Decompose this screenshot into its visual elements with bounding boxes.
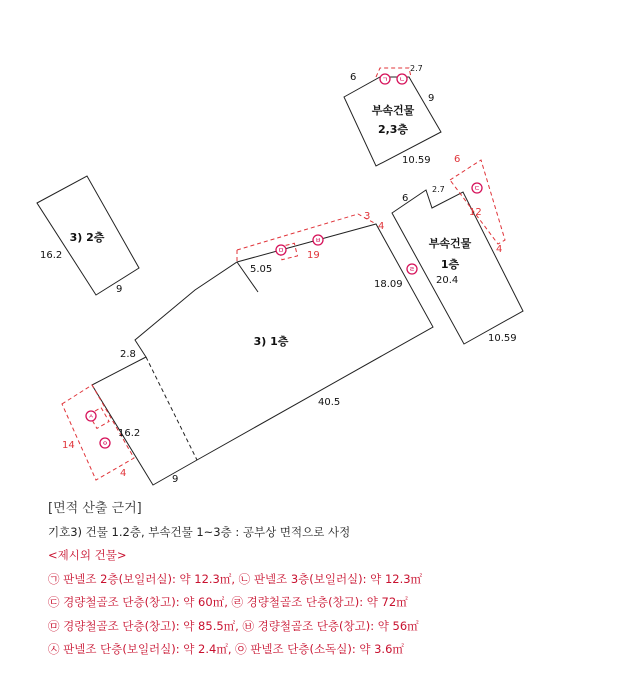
legend-line-2: <제시외 건물>: [48, 548, 127, 562]
legend-line-4: ㉢ 경량철골조 단층(창고): 약 60㎡, ㉣ 경량철골조 단층(창고): 약 72㎡: [48, 595, 408, 609]
dim-main-1809: 18.09: [374, 279, 403, 290]
dim-red-12: 12: [469, 207, 482, 218]
dim-main-9: 9: [172, 474, 179, 485]
legend-line-5: ㉤ 경량철골조 단층(창고): 약 85.5㎡, ㉥ 경량철골조 단층(창고): 약 56㎡: [48, 618, 419, 633]
red-strip-top: [237, 214, 376, 250]
dim-annex-top-6: 6: [350, 72, 357, 83]
dim-annex-top-9: 9: [428, 93, 435, 104]
annex-right-label-2: 1층: [440, 258, 460, 271]
legend-line-1: 기호3) 건물 1.2층, 부속건물 1~3층 : 공부상 면적으로 사정: [48, 524, 351, 539]
area-calculation-legend: [48, 497, 608, 662]
marker-digeut: [472, 183, 482, 193]
marker-mieum: [276, 245, 286, 255]
legend-line-3: ㉠ 판넬조 2층(보일러실): 약 12.3㎡, ㉡ 판넬조 3층(보일러실): 약 12.3㎡: [48, 571, 423, 586]
dim-main-405: 40.5: [318, 397, 341, 408]
marker-siot: [86, 411, 96, 421]
dim-red-19: 19: [307, 250, 320, 261]
legend-title: [면적 산출 근거]: [48, 501, 142, 516]
annex-right-label-1: 부속건물: [428, 237, 472, 250]
annex-top-outline: [344, 77, 441, 166]
dim-left-162: 16.2: [40, 250, 63, 261]
marker-nieun: [397, 74, 407, 84]
dim-red-4-top: 4: [378, 221, 385, 232]
dim-red-4-right: 4: [496, 244, 503, 255]
svg-text:ㅁ: ㅁ: [278, 247, 284, 255]
dim-annex-top-1059: 10.59: [402, 155, 431, 166]
dim-red-6: 6: [454, 154, 461, 165]
main-dashed-line: [146, 357, 197, 460]
svg-text:ㅂ: ㅂ: [315, 237, 321, 245]
marker-rieul: [407, 264, 417, 274]
dim-red-3: 3: [364, 211, 371, 222]
svg-text:ㄱ: ㄱ: [382, 76, 388, 84]
dim-annex-top-27: 2.7: [410, 64, 423, 73]
marker-giyeok: [380, 74, 390, 84]
dim-annex-right-204: 20.4: [436, 275, 459, 286]
annex-top-label-2: 2,3층: [377, 123, 409, 136]
marker-ieung: [100, 438, 110, 448]
svg-text:ㅇ: ㅇ: [102, 440, 108, 448]
annex-top-label-1: 부속건물: [371, 104, 415, 117]
dim-left-9: 9: [116, 284, 123, 295]
dim-annex-right-6: 6: [402, 193, 409, 204]
dim-main-162: 16.2: [118, 428, 141, 439]
main-building-label: 3) 1층: [253, 335, 289, 348]
dim-main-28: 2.8: [120, 349, 136, 360]
left-building-label: 3) 2층: [69, 231, 105, 244]
svg-text:ㄹ: ㄹ: [409, 266, 415, 274]
marker-bieup: [313, 235, 323, 245]
svg-text:ㄴ: ㄴ: [399, 76, 405, 84]
red-strip-right: [450, 160, 505, 244]
dim-annex-right-1059: 10.59: [488, 333, 517, 344]
svg-text:ㅅ: ㅅ: [88, 413, 94, 421]
dim-red-14: 14: [62, 440, 75, 451]
dim-main-505: 5.05: [250, 264, 273, 275]
legend-line-6: ㉦ 판넬조 단층(보일러실): 약 2.4㎡, ㉧ 판넬조 단층(소독실): 약 3.6㎡: [48, 642, 404, 656]
svg-text:ㄷ: ㄷ: [474, 185, 480, 193]
dim-annex-right-27: 2.7: [432, 185, 445, 194]
dim-red-4-bottom: 4: [120, 468, 127, 479]
